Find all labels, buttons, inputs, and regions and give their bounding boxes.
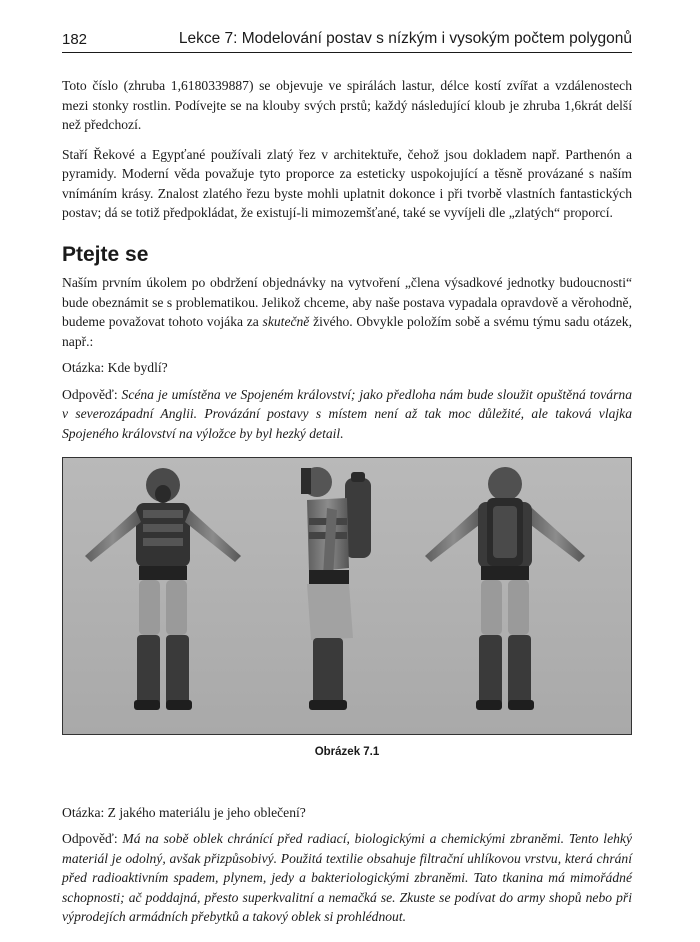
chapter-title: Lekce 7: Modelování postav s nízkým i vysokým počtem polygonů — [178, 30, 632, 47]
intro-paragraph-2: Staří Řekové a Egypťané používali zlatý řez v architektuře, čehož jsou dokladem např. Parthenón a pyramidy. Moderní věda považuje tyto proporce za esteticky uspokojující a těsně provázané s naším vnímáním krásy. Znalost zlatého řezu byste mohli uplatnit dokonce i při tvorbě vlastních fantastických postav; dá se totiž předpokládat, že existují-li mimozemšťané, také se vyvíjeli dle „zlatých“ proporcí. — [62, 146, 632, 220]
page-content — [62, 76, 632, 937]
answer-label: Odpověď: — [62, 831, 123, 846]
figure-character-turnaround — [62, 457, 632, 735]
question-2: Otázka: Z jakého materiálu je jeho oblečení? — [62, 804, 306, 820]
figure-caption: Obrázek 7.1 — [314, 746, 380, 758]
answer-text: Má na sobě oblek chránící před radiací, biologickými a chemickými zbraněmi. Tento lehký materiál je odolný, avšak přizpůsobivý. Použitá textilie obsahuje filtrační uhlíkovou vrstvu, která chrání před radioaktivním spadem, plynem, jedy a bakteriologickými zbraněmi. Tato tkanina má mimořádné schopnosti; ač poddajná, přesto superkvalitní a nemačká se. Zkuste se podívat do army shopů nebo při výprodejích armádních přebytků a takový oblek si prohlédnout. — [62, 831, 632, 924]
answer-1 — [62, 385, 632, 444]
answer-text: Scéna je umístěna ve Spojeném království; jako předloha nám bude sloužit opuštěná továrna v severozápadní Anglii. Provázání postavy s místem není až tak moc důležité, ale taková vlajka Spojeného království na výložce by byl hezký detail. — [62, 386, 632, 441]
intro-paragraph-1: Toto číslo (zhruba 1,6180339887) se objevuje ve spirálách lastur, délce kostí zvířat a vzdálenostech mezi stonky rostlin. Podívejte se na klouby svých prstů; každý následující kloub je zhruba 1,6krát delší než předchozí. — [62, 78, 632, 132]
answer-2 — [62, 829, 632, 927]
answer-label: Odpověď: — [62, 386, 122, 402]
section-paragraph-1: Naším prvním úkolem po obdržení objednávky na vytvoření „člena výsadkové jednotky budoucnosti“ bude obeznámit se s problematikou. Jelikož chceme, aby naše postava vypadala opravdově a věrohodně, budeme považovat tohoto vojáka za skutečně živého. Obvykle položím sobě a svému týmu sadu otázek, např.: — [62, 275, 632, 349]
running-header — [62, 30, 632, 53]
page-number: 182 — [62, 31, 88, 48]
character-turnaround-image — [63, 458, 631, 734]
section-heading: Ptejte se — [62, 242, 149, 266]
question-1: Otázka: Kde bydlí? — [62, 360, 168, 375]
